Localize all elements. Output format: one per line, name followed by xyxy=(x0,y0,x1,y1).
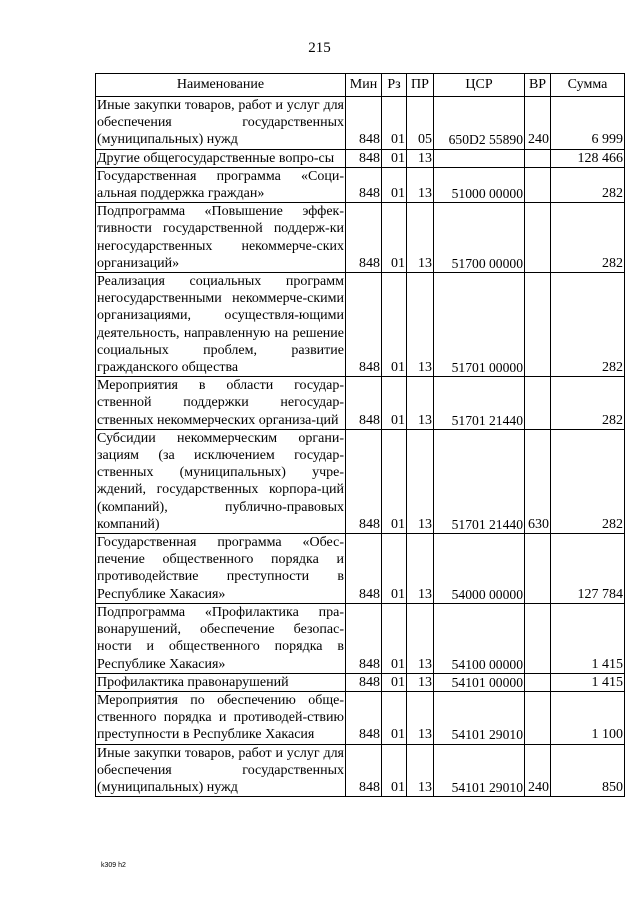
row-min: 848 xyxy=(346,97,382,150)
row-name: Другие общегосударственные вопро-сы xyxy=(96,149,346,167)
row-vr xyxy=(525,273,551,377)
row-vr xyxy=(525,377,551,430)
row-pr: 13 xyxy=(407,377,434,430)
table-header-row xyxy=(96,74,625,97)
row-sum: 6 999 xyxy=(551,97,625,150)
row-pr: 13 xyxy=(407,167,434,202)
row-min: 848 xyxy=(346,429,382,533)
row-sum: 1 415 xyxy=(551,673,625,691)
table-row xyxy=(96,744,625,797)
row-sum: 282 xyxy=(551,167,625,202)
row-pr: 13 xyxy=(407,203,434,273)
budget-table xyxy=(95,73,625,797)
page-number: 215 xyxy=(308,40,331,56)
row-name: Государственная программа «Соци-альная поддержка граждан» xyxy=(97,168,344,202)
row-vr: 240 xyxy=(525,744,551,797)
row-pr: 05 xyxy=(407,97,434,150)
row-sum: 282 xyxy=(551,203,625,273)
row-rz: 01 xyxy=(382,273,407,377)
row-csr: 54101 29010 xyxy=(434,744,525,797)
row-csr: 54000 00000 xyxy=(434,534,525,604)
table-row xyxy=(96,167,625,202)
row-csr: 51700 00000 xyxy=(434,203,525,273)
row-rz: 01 xyxy=(382,167,407,202)
row-sum: 282 xyxy=(551,429,625,533)
row-csr xyxy=(434,149,525,167)
row-sum: 282 xyxy=(551,377,625,430)
row-sum: 850 xyxy=(551,744,625,797)
row-pr: 13 xyxy=(407,429,434,533)
table-row xyxy=(96,149,625,167)
row-min: 848 xyxy=(346,149,382,167)
row-min: 848 xyxy=(346,203,382,273)
row-pr: 13 xyxy=(407,534,434,604)
table-row xyxy=(96,97,625,150)
row-min: 848 xyxy=(346,167,382,202)
row-rz: 01 xyxy=(382,691,407,744)
table-row xyxy=(96,691,625,744)
row-name: Подпрограмма «Профилактика пра-вонарушений, обеспечение безопас-ности и общественного порядка в Республике Хакасия» xyxy=(97,604,344,672)
row-csr: 650D2 55890 xyxy=(434,97,525,150)
table-row xyxy=(96,203,625,273)
row-rz: 01 xyxy=(382,97,407,150)
row-vr xyxy=(525,603,551,673)
table-row xyxy=(96,429,625,533)
row-csr: 51701 21440 xyxy=(434,429,525,533)
row-sum: 1 100 xyxy=(551,691,625,744)
row-pr: 13 xyxy=(407,673,434,691)
row-vr xyxy=(525,203,551,273)
table-row xyxy=(96,377,625,430)
row-min: 848 xyxy=(346,691,382,744)
row-pr: 13 xyxy=(407,149,434,167)
row-csr: 54101 00000 xyxy=(434,673,525,691)
row-vr xyxy=(525,149,551,167)
row-pr: 13 xyxy=(407,603,434,673)
table-row xyxy=(96,273,625,377)
row-name: Государственная программа «Обес-печение общественного порядка и противодействие преступности в Республике Хакасия» xyxy=(97,535,344,602)
row-sum: 282 xyxy=(551,273,625,377)
row-csr: 51701 00000 xyxy=(434,273,525,377)
row-rz: 01 xyxy=(382,377,407,430)
row-rz: 01 xyxy=(382,603,407,673)
table-row xyxy=(96,673,625,691)
row-vr xyxy=(525,691,551,744)
row-pr: 13 xyxy=(407,744,434,797)
row-rz: 01 xyxy=(382,149,407,167)
row-rz: 01 xyxy=(382,744,407,797)
header-min: Мин xyxy=(346,74,382,97)
row-rz: 01 xyxy=(382,673,407,691)
row-name: Реализация социальных программ негосударственными некоммерче-скими организациями, осуществля-ющими деятельность, направленную на решение социальных проблем, развитие гражданского общества xyxy=(97,274,344,376)
row-csr: 54100 00000 xyxy=(434,603,525,673)
row-pr: 13 xyxy=(407,691,434,744)
row-sum: 128 466 xyxy=(551,149,625,167)
row-min: 848 xyxy=(346,534,382,604)
row-vr xyxy=(525,167,551,202)
header-name: Наименование xyxy=(96,74,346,97)
row-name: Субсидии некоммерческим органи-зациям (за исключением государ-ственных (муниципальных) учре-ждений, государственных корпора-ций (компаний), публично-правовых компаний) xyxy=(97,430,344,532)
header-pr: ПР xyxy=(407,74,434,97)
row-sum: 127 784 xyxy=(551,534,625,604)
row-min: 848 xyxy=(346,603,382,673)
table-row xyxy=(96,534,625,604)
header-csr: ЦСР xyxy=(434,74,525,97)
row-name: Подпрограмма «Повышение эффек-тивности государственной поддерж-ки негосударственных некоммерче-ских организаций» xyxy=(97,204,344,271)
row-min: 848 xyxy=(346,273,382,377)
row-min: 848 xyxy=(346,673,382,691)
header-sum: Сумма xyxy=(551,74,625,97)
table-row xyxy=(96,603,625,673)
row-name: Профилактика правонарушений xyxy=(96,673,346,691)
row-rz: 01 xyxy=(382,203,407,273)
row-pr: 13 xyxy=(407,273,434,377)
row-name: Иные закупки товаров, работ и услуг для обеспечения государственных (муниципальных) нужд xyxy=(97,98,344,148)
row-name: Мероприятия в области государ-ственной поддержки негосудар-ственных некоммерческих организа-ций xyxy=(97,378,344,428)
row-rz: 01 xyxy=(382,534,407,604)
row-vr xyxy=(525,534,551,604)
row-rz: 01 xyxy=(382,429,407,533)
row-vr: 630 xyxy=(525,429,551,533)
row-csr: 51701 21440 xyxy=(434,377,525,430)
header-rz: Рз xyxy=(382,74,407,97)
row-name: Иные закупки товаров, работ и услуг для обеспечения государственных (муниципальных) нужд xyxy=(97,745,344,795)
row-sum: 1 415 xyxy=(551,603,625,673)
header-vr: ВР xyxy=(525,74,551,97)
row-min: 848 xyxy=(346,377,382,430)
footer-code: k309 h2 xyxy=(101,862,126,869)
row-vr xyxy=(525,673,551,691)
row-csr: 54101 29010 xyxy=(434,691,525,744)
row-vr: 240 xyxy=(525,97,551,150)
row-csr: 51000 00000 xyxy=(434,167,525,202)
row-name: Мероприятия по обеспечению обще-ственного порядка и противодей-ствию преступности в Республике Хакасия xyxy=(97,692,344,743)
row-min: 848 xyxy=(346,744,382,797)
